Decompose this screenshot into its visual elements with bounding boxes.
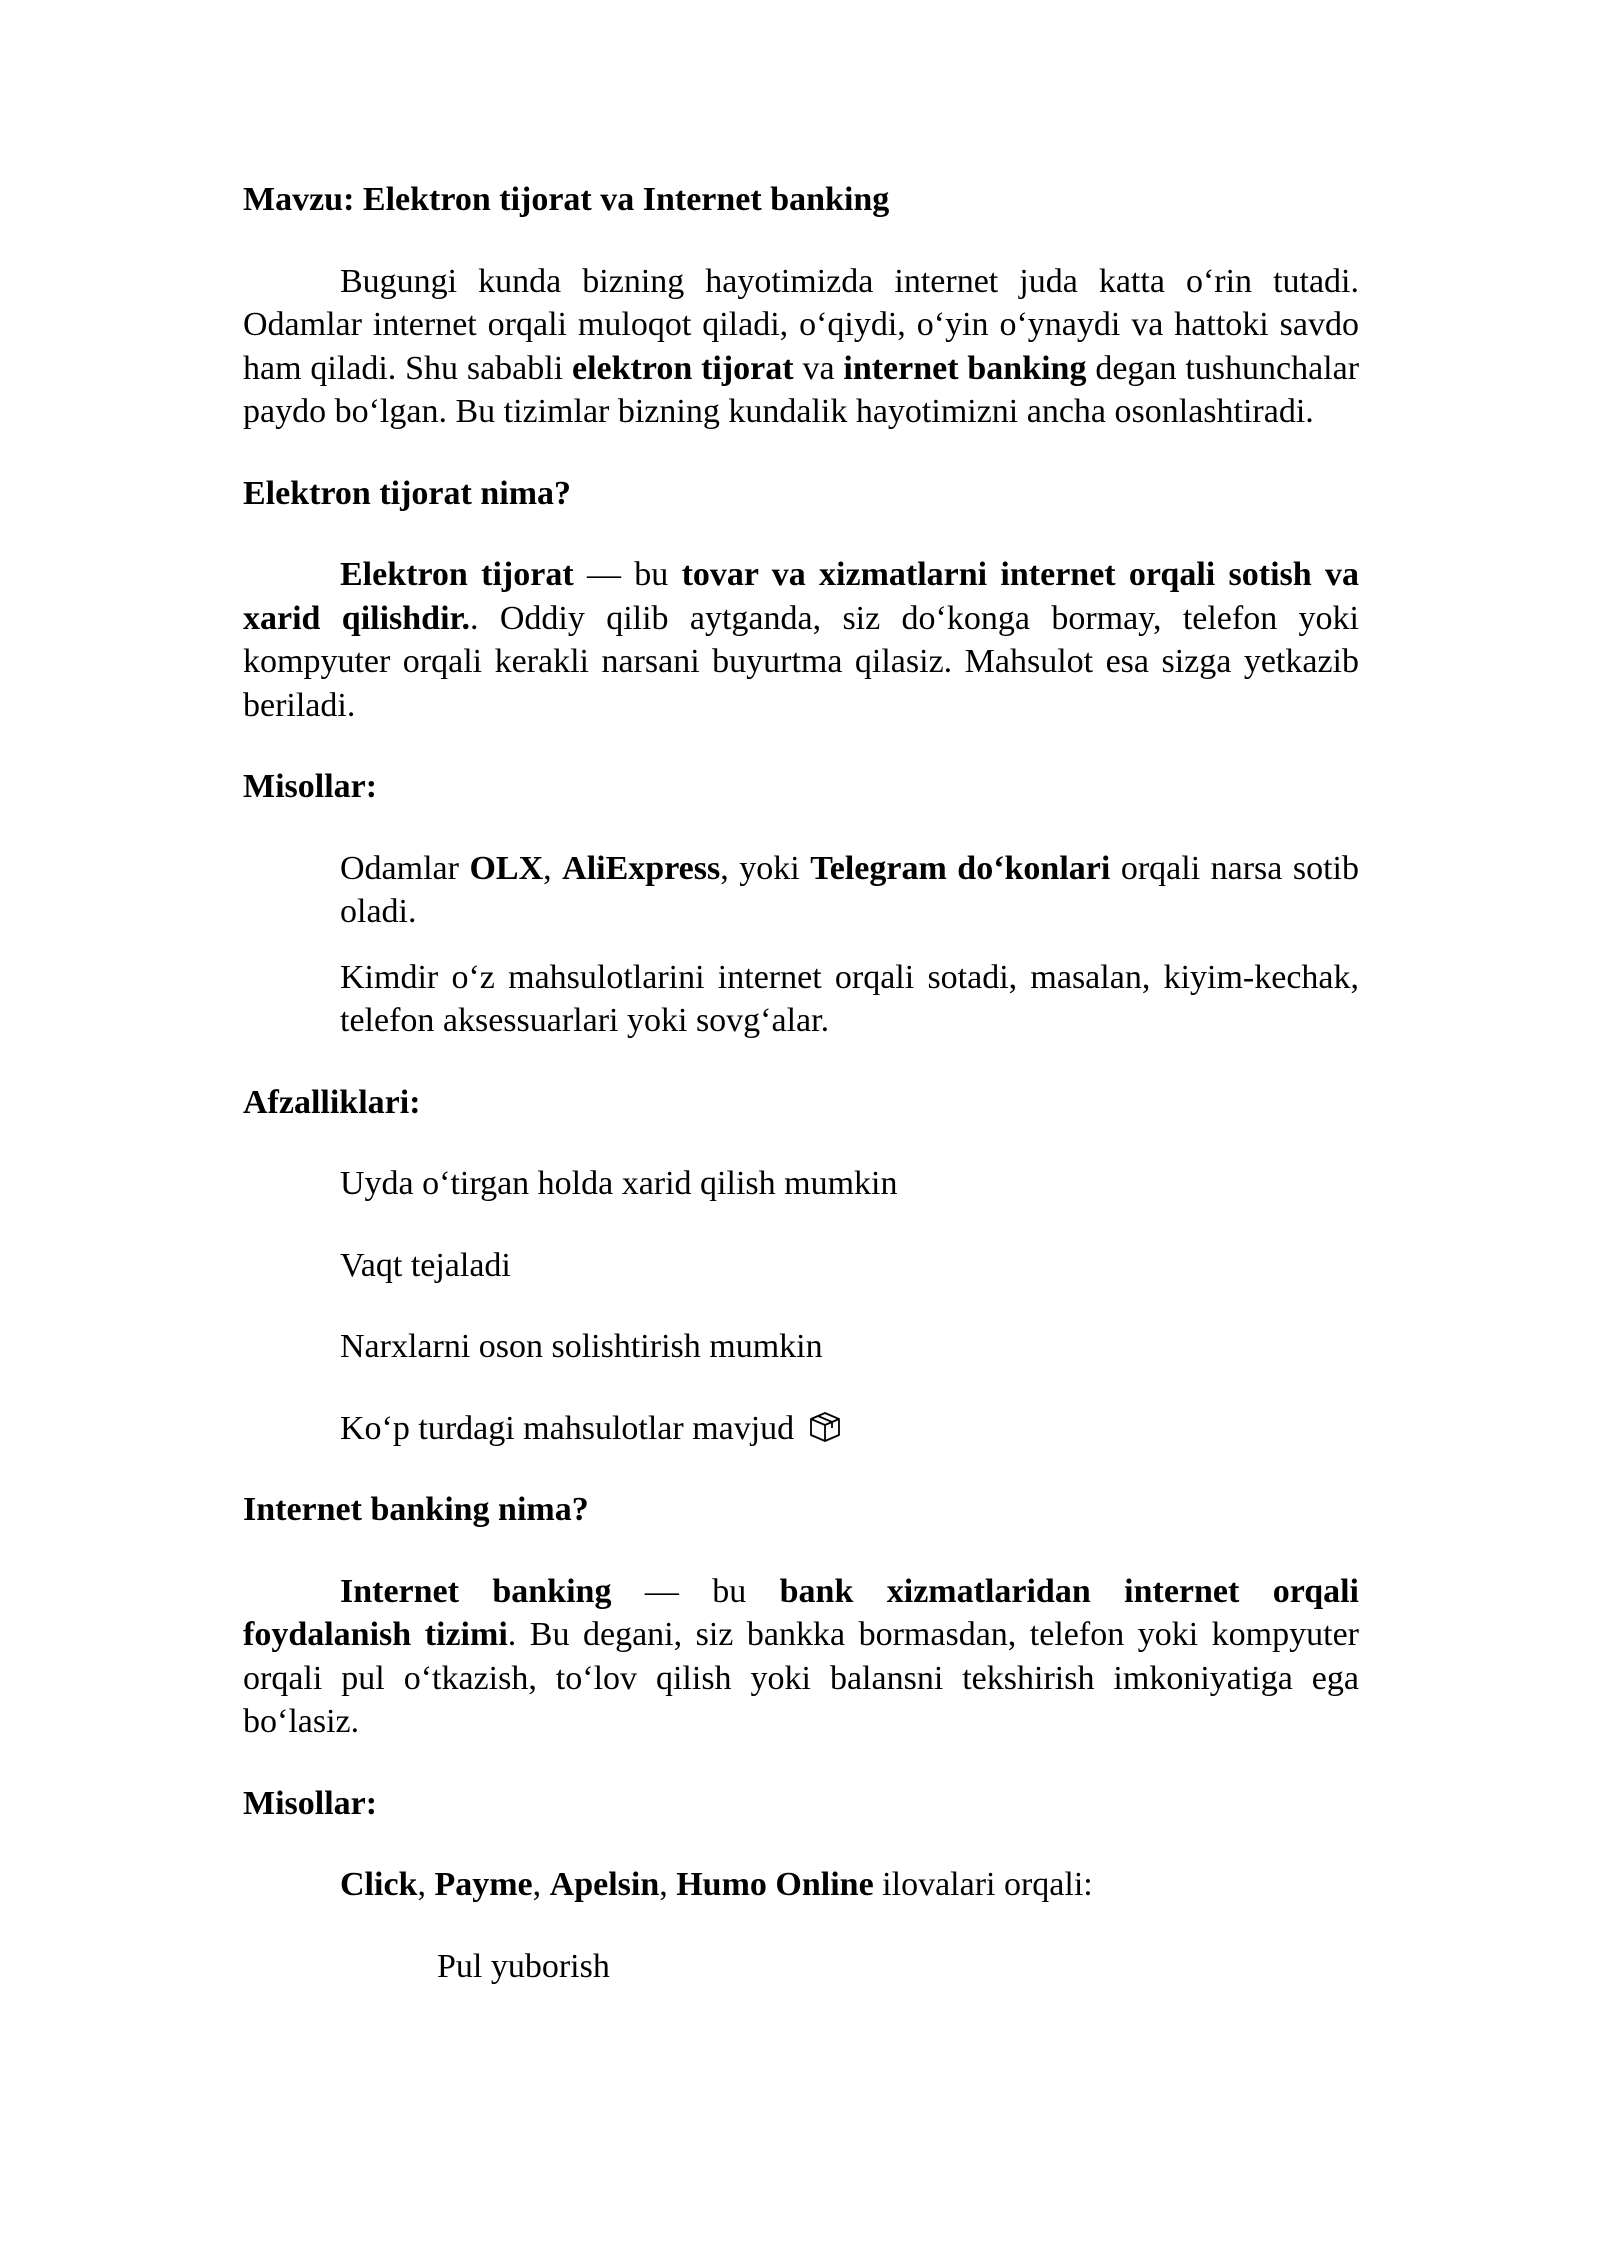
example-brand: Telegram do‘konlari [810, 849, 1111, 887]
advantage-item: Narxlarni oson solishtirish mumkin [340, 1328, 823, 1365]
definition-bold-text: tovar va xizmatlarni internet orqali sotish va xarid qilishdir. [243, 556, 1359, 637]
intro-bold-term: elektron tijorat [572, 349, 794, 387]
definition-text: . Bu degani, siz bankka bormasdan, telefon yoki kompyuter orqali pul o‘tkazish, to‘lov qilish yoki balansni tekshirish imkoniyatiga ega bo‘lasiz. [243, 1616, 1359, 1740]
spacer [243, 515, 1359, 553]
example-text: , yoki [720, 849, 811, 887]
example-brand: OLX [469, 849, 544, 887]
spacer [243, 1206, 1359, 1244]
example-text: , [543, 849, 563, 887]
intro-text: degan tushunchalar paydo bo‘lgan. Bu tizimlar bizning kundalik hayotimizni ancha osonlashtiradi. [243, 349, 1360, 430]
intro-bold-term: internet banking [843, 349, 1087, 387]
definition-text: — bu [573, 556, 682, 593]
separator: , [659, 1866, 677, 1903]
separator: , [532, 1866, 550, 1903]
apps-line [243, 1863, 1359, 1907]
example-item: Kimdir o‘z mahsulotlarini internet orqali sotadi, masalan, kiyim-kechak, telefon aksessuarlari yoki sovg‘alar. [340, 958, 1359, 1039]
section-heading-ecommerce: Elektron tijorat nima? [243, 474, 572, 512]
intro-paragraph [243, 260, 1359, 434]
definition-bold-text: bank xizmatlaridan internet orqali foydalanish tizimi [243, 1572, 1359, 1653]
advantage-item: Uyda o‘tirgan holda xarid qilish mumkin [340, 1165, 898, 1202]
examples-heading: Misollar: [243, 1784, 378, 1822]
example-text: orqali narsa sotib oladi. [340, 849, 1359, 930]
spacer [243, 222, 1359, 260]
spacer [243, 727, 1359, 765]
apps-suffix: ilovalari orqali: [873, 1866, 1093, 1903]
sub-list-item: Pul yuborish [437, 1947, 610, 1985]
spacer [243, 1287, 1359, 1325]
spacer [243, 1825, 1359, 1863]
section-heading-internet-banking: Internet banking nima? [243, 1491, 589, 1528]
app-name: Humo Online [676, 1866, 874, 1903]
spacer [243, 809, 1359, 847]
spacer [243, 1450, 1359, 1488]
banking-definition [243, 1570, 1359, 1744]
separator: , [417, 1866, 435, 1903]
intro-text: va [793, 349, 844, 387]
document-title: Mavzu: Elektron tijorat va Internet banking [243, 181, 890, 218]
app-name: Click [340, 1866, 418, 1903]
spacer [243, 934, 1359, 956]
definition-text: . Oddiy qilib aytganda, siz do‘konga bormay, telefon yoki kompyuter orqali kerakli narsani buyurtma qilasiz. Mahsulot esa sizga yetkazib beriladi. [243, 599, 1359, 724]
ecommerce-definition [243, 553, 1359, 727]
spacer [243, 1369, 1359, 1407]
example-item [243, 847, 1359, 934]
intro-text: Bugungi kunda bizning hayotimizda internet juda katta o‘rin tutadi. Odamlar internet orqali muloqot qiladi, o‘qiydi, o‘yin o‘ynaydi va hattoki savdo ham qiladi. Shu sababli [243, 262, 1359, 387]
document-page [243, 178, 1359, 1988]
spacer [243, 1532, 1359, 1570]
advantage-text: Ko‘p turdagi mahsulotlar mavjud [340, 1409, 795, 1447]
app-name: Apelsin [549, 1866, 660, 1903]
advantages-heading: Afzalliklari: [243, 1083, 421, 1121]
definition-term: Internet banking [340, 1572, 612, 1610]
spacer [243, 1744, 1359, 1782]
examples-heading: Misollar: [243, 768, 378, 805]
spacer [243, 1043, 1359, 1081]
spacer [243, 434, 1359, 472]
package-icon [807, 1409, 843, 1445]
spacer [243, 1907, 1359, 1945]
definition-text: — bu [611, 1572, 780, 1610]
advantage-item: Vaqt tejaladi [340, 1246, 511, 1284]
advantage-item [243, 1407, 1359, 1451]
spacer [243, 1124, 1359, 1162]
app-name: Payme [434, 1866, 533, 1903]
example-text: Odamlar [340, 849, 470, 887]
definition-term: Elektron tijorat [340, 556, 574, 593]
example-brand: AliExpress [562, 849, 721, 887]
